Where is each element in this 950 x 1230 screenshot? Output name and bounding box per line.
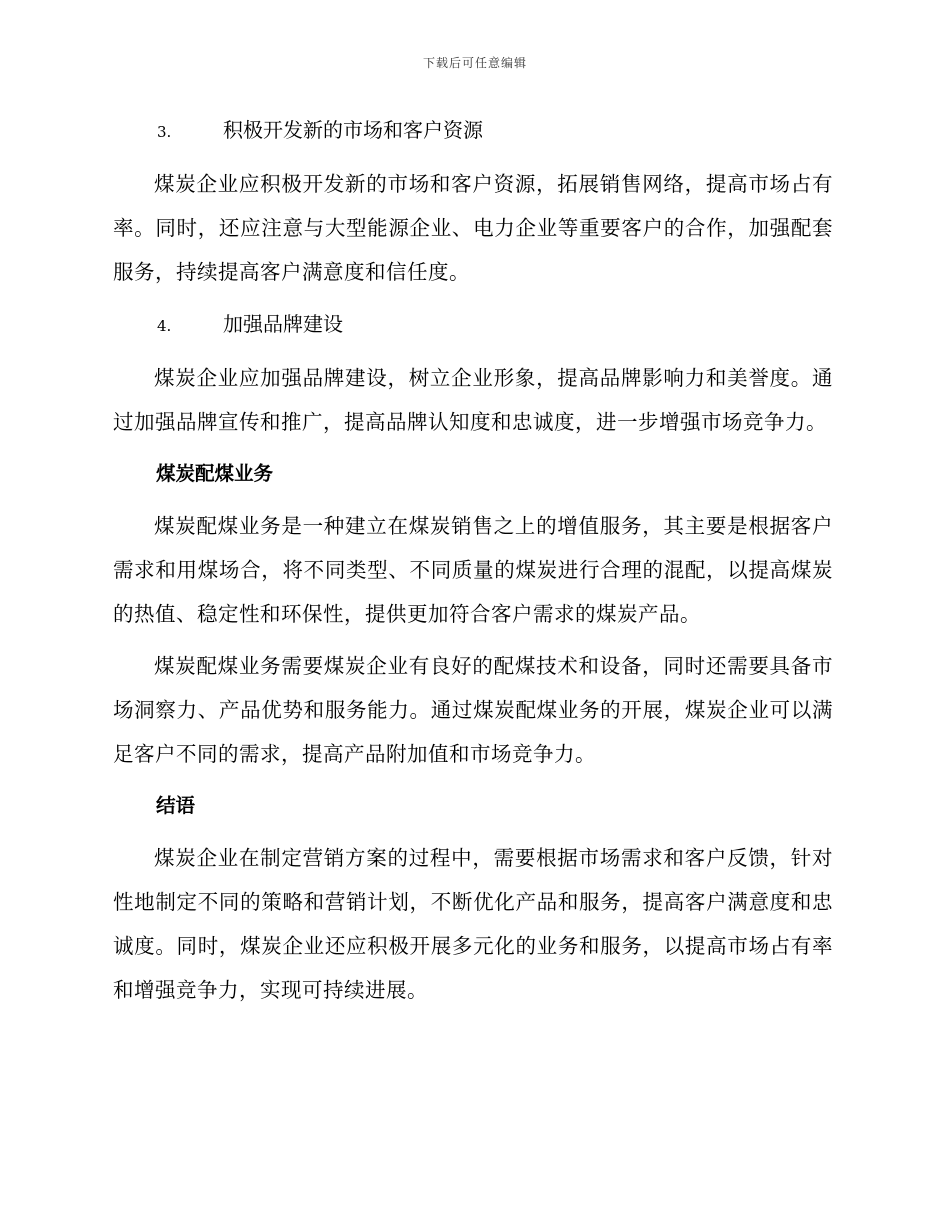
paragraph: 煤炭企业应积极开发新的市场和客户资源，拓展销售网络，提高市场占有率。同时，还应注意与大型能源企业、电力企业等重要客户的合作，加强配套服务，持续提高客户满意度和信任度。	[113, 172, 833, 284]
section-number: 3.	[157, 123, 172, 141]
paragraph: 煤炭企业在制定营销方案的过程中，需要根据市场需求和客户反馈，针对性地制定不同的策略和营销计划，不断优化产品和服务，提高客户满意度和忠诚度。同时，煤炭企业还应积极开展多元化的业务和服务，以提高市场占有率和增强竞争力，实现可持续进展。	[113, 846, 833, 1002]
subheading-blending: 煤炭配煤业务	[156, 462, 274, 485]
section-number: 4.	[157, 317, 172, 335]
paragraph: 煤炭配煤业务是一种建立在煤炭销售之上的增值服务，其主要是根据客户需求和用煤场合，将不同类型、不同质量的煤炭进行合理的混配，以提高煤炭的热值、稳定性和环保性，提供更加符合客户需求的煤炭产品。	[113, 514, 833, 626]
subheading-conclusion: 结语	[156, 794, 196, 817]
paragraph: 煤炭企业应加强品牌建设，树立企业形象，提高品牌影响力和美誉度。通过加强品牌宣传和推广，提高品牌认知度和忠诚度，进一步增强市场竞争力。	[113, 366, 833, 434]
section-heading-3	[113, 108, 833, 154]
section-title: 加强品牌建设	[223, 312, 343, 336]
section-heading-4	[113, 302, 833, 348]
paragraph: 煤炭配煤业务需要煤炭企业有良好的配煤技术和设备，同时还需要具备市场洞察力、产品优势和服务能力。通过煤炭配煤业务的开展，煤炭企业可以满足客户不同的需求，提高产品附加值和市场竞争力。	[113, 654, 833, 766]
page-header: 下载后可任意编辑	[422, 56, 527, 70]
section-title: 积极开发新的市场和客户资源	[223, 118, 483, 142]
document-body	[113, 108, 833, 1020]
